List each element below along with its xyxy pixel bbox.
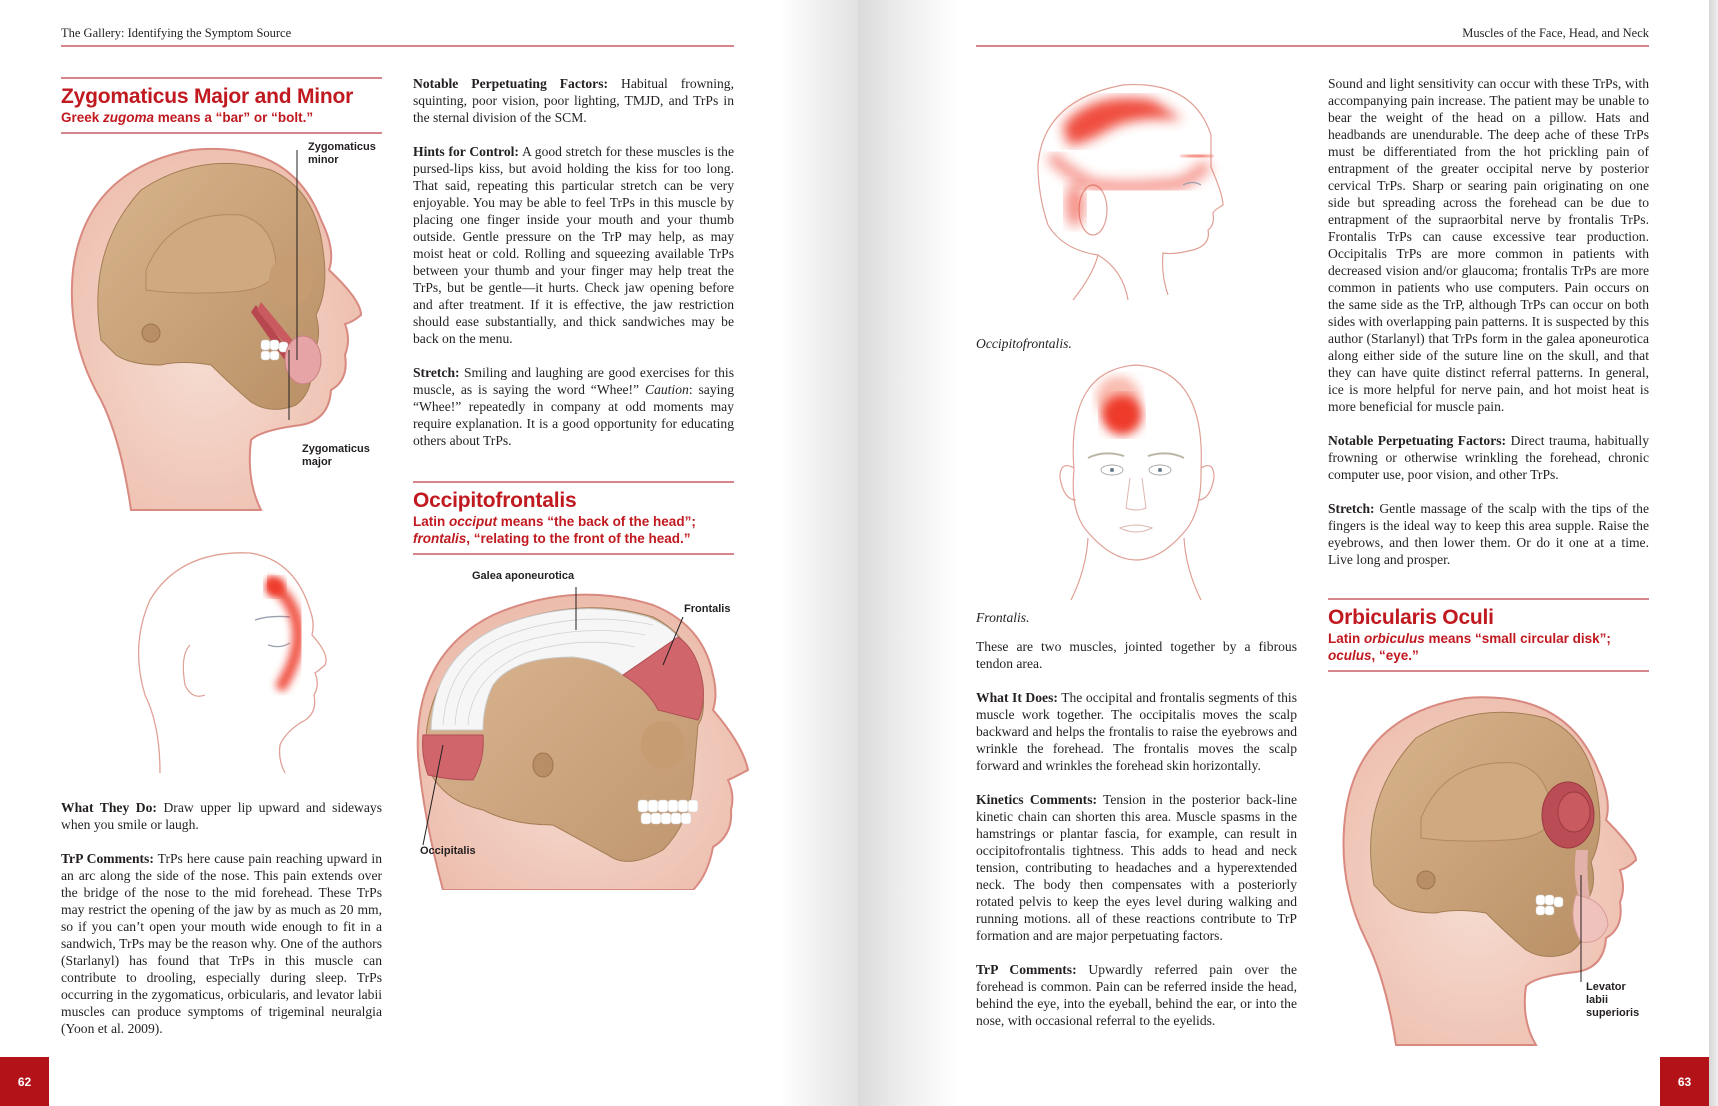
perpetuating-factors-paragraph: Notable Perpetuating Factors: Direct trauma, habitually frowning or otherwise wrinkling the forehead, chronic computer use, poor vision, and other TrPs. (1328, 433, 1649, 482)
section-subtitle: Latin occiput means “the back of the head”; frontalis, “relating to the front of the head.” (413, 514, 696, 546)
gutter-shadow-right (858, 0, 958, 1106)
occipitofrontalis-column-4 (1328, 75, 1649, 585)
occipitofrontalis-pain-pattern-illustration (1033, 75, 1233, 300)
label-zygomaticus-major: Zygomaticus major (302, 443, 370, 468)
intro-paragraph: These are two muscles, jointed together by a fibrous tendon area. (976, 639, 1297, 671)
trp-comments-paragraph: TrP Comments: Upwardly referred pain over the forehead is common. Pain can be referred inside the head, behind the eye, into the eyeball, behind the ear, or into the nose, with occasional referral to the eyelids. (976, 962, 1297, 1028)
heading-rule-top (61, 77, 382, 79)
section-title: Orbicularis Oculi (1328, 606, 1494, 629)
running-head-left: The Gallery: Identifying the Symptom Source (61, 26, 292, 40)
zygomaticus-body-text (61, 799, 382, 1054)
heading-rule-top (1328, 598, 1649, 600)
heading-rule-bottom (1328, 670, 1649, 672)
section-subtitle: Latin orbiculus means “small circular disk”; oculus, “eye.” (1328, 631, 1611, 663)
page-edge (1709, 0, 1718, 1106)
section-title: Occipitofrontalis (413, 489, 577, 512)
zygomaticus-pain-pattern-illustration (120, 545, 335, 775)
heading-rule-top (413, 481, 734, 483)
right-page (858, 0, 1709, 1106)
frontalis-pain-pattern-illustration (1046, 360, 1226, 600)
section-title: Zygomaticus Major and Minor (61, 85, 354, 108)
section-heading-zygomaticus (61, 77, 382, 134)
hints-for-control-paragraph: Hints for Control: A good stretch for these muscles is the pursed-lips kiss, but avoid holding the kiss for too long. That said, repeating this particular stretch can be very enjoyable. You may be able to feel TrPs in this muscle by placing one finger inside your mouth and your thumb outside. Gentle pressure on the TrP may help, as may moist heat or cold. Rolling and squeezing available TrPs between your thumb and your finger may help treat the TrPs, but be gentle—it hurts. Check jaw opening before and after treatment. If it is effective, the jaw restriction should ease substantially, and thick sandwiches may be back on the menu. (413, 144, 734, 346)
header-rule (61, 45, 734, 47)
label-occipitalis: Occipitalis (420, 845, 476, 857)
section-subtitle: Greek zugoma means a “bar” or “bolt.” (61, 110, 314, 125)
perpetuating-factors-paragraph: Notable Perpetuating Factors: Habitual frowning, squinting, poor vision, poor lighting, TMJD, and TrPs in the sternal division of the SCM. (413, 76, 734, 125)
label-levator-labii-superioris: Levator labii superioris (1586, 981, 1640, 1019)
gutter-shadow-left (780, 0, 858, 1106)
what-it-does-paragraph: What It Does: The occipital and frontalis segments of this muscle work together. The occipitalis moves the scalp backward and helps the frontalis to raise the eyebrows and wrinkle the forehead. The frontalis moves the scalp forward and wrinkles the forehead skin horizontally. (976, 690, 1297, 773)
what-they-do-paragraph: What They Do: Draw upper lip upward and sideways when you smile or laugh. (61, 800, 382, 832)
section-heading-orbicularis-oculi (1328, 598, 1649, 672)
left-page (0, 0, 858, 1106)
header-rule (976, 45, 1649, 47)
occipitofrontalis-body-text (976, 638, 1297, 1046)
sensitivity-paragraph: Sound and light sensitivity can occur with these TrPs, with accompanying pain increase. The patient may be unable to bear the weight of the head on a pillow. Hats and headbands are unendurable. The deep ache of these TrPs must be differentiated from the hot prickling pain of entrapment of the greater occipital nerve by posterior cervical TrPs. Sharp or searing pain originating on one side but spreading across the forehead can be due to entrapment of the supraorbital nerve by frontalis TrPs. Frontalis TrPs can cause excessive tear production. Occipitalis TrPs are more common in patients with decreased vision and/or glaucoma; frontalis TrPs are more common in patients who use computers. Pain occurs on the same side as the TrP, although TrPs can occur on both sides with overlapping pain patterns. It is suspected by this author (Starlanyl) that TrPs form in the galea aponeurotica along either side of the suture line on the skull, and that they can have quite distinct referral patterns. In general, ice is more helpful for nerve pain, and hot moist heat is more beneficial for muscle pain. (1328, 76, 1649, 414)
running-head-right: Muscles of the Face, Head, and Neck (1462, 26, 1649, 40)
caption-occipitofrontalis: Occipitofrontalis. (976, 336, 1072, 351)
stretch-paragraph: Stretch: Gentle massage of the scalp with the tips of the fingers is the ideal way to keep this area supple. Raise the eyebrows, and then lower them. Or do it one at a time. Live long and prosper. (1328, 501, 1649, 567)
caption-frontalis: Frontalis. (976, 610, 1030, 625)
heading-rule-bottom (61, 132, 382, 134)
page-number-right: 63 (1660, 1057, 1709, 1106)
page-number-left: 62 (0, 1057, 49, 1106)
label-galea-aponeurotica: Galea aponeurotica (472, 570, 575, 582)
section-heading-occipitofrontalis (413, 481, 734, 555)
label-frontalis: Frontalis (684, 603, 731, 615)
kinetics-comments-paragraph: Kinetics Comments: Tension in the posterior back-line kinetic chain can shorten this area. Muscle spasms in the hamstrings or plantar fascia, for example, can result in occipitofrontalis tightness. This adds to head and neck tension, contributing to headaches and a hyperextended neck. The body then compensates with a posteriorly rotated pelvis to keep the eyes level during walking and running motions. all of these reactions contribute to TrP formation and are major perpetuating factors. (976, 792, 1297, 943)
heading-rule-bottom (413, 553, 734, 555)
zygomaticus-column-2 (413, 75, 734, 466)
trp-comments-paragraph: TrP Comments: TrPs here cause pain reaching upward in an arc along the side of the nose. This pain extends over the bridge of the nose to the mid forehead. These TrPs may restrict the opening of the jaw by as much as 20 mm, so if you can’t open your mouth wide enough to fit in a sandwich, TrPs may be the reason why. One of the authors (Starlanyl) has found that TrPs in this muscle can contribute to drooling, especially during sleep. TrPs occurring in the zygomaticus, orbicularis, and levator labii muscles can produce symptoms of trigeminal neuralgia (Yoon et al. 2009). (61, 851, 382, 1036)
stretch-paragraph: Stretch: Smiling and laughing are good exercises for this muscle, as is saying the word “Whee!” Caution: saying “Whee!” repeatedly in company at odd moments may require explanation. It is a good opportunity for educating others about TrPs. (413, 365, 734, 448)
label-zygomaticus-minor: Zygomaticus minor (308, 141, 376, 166)
